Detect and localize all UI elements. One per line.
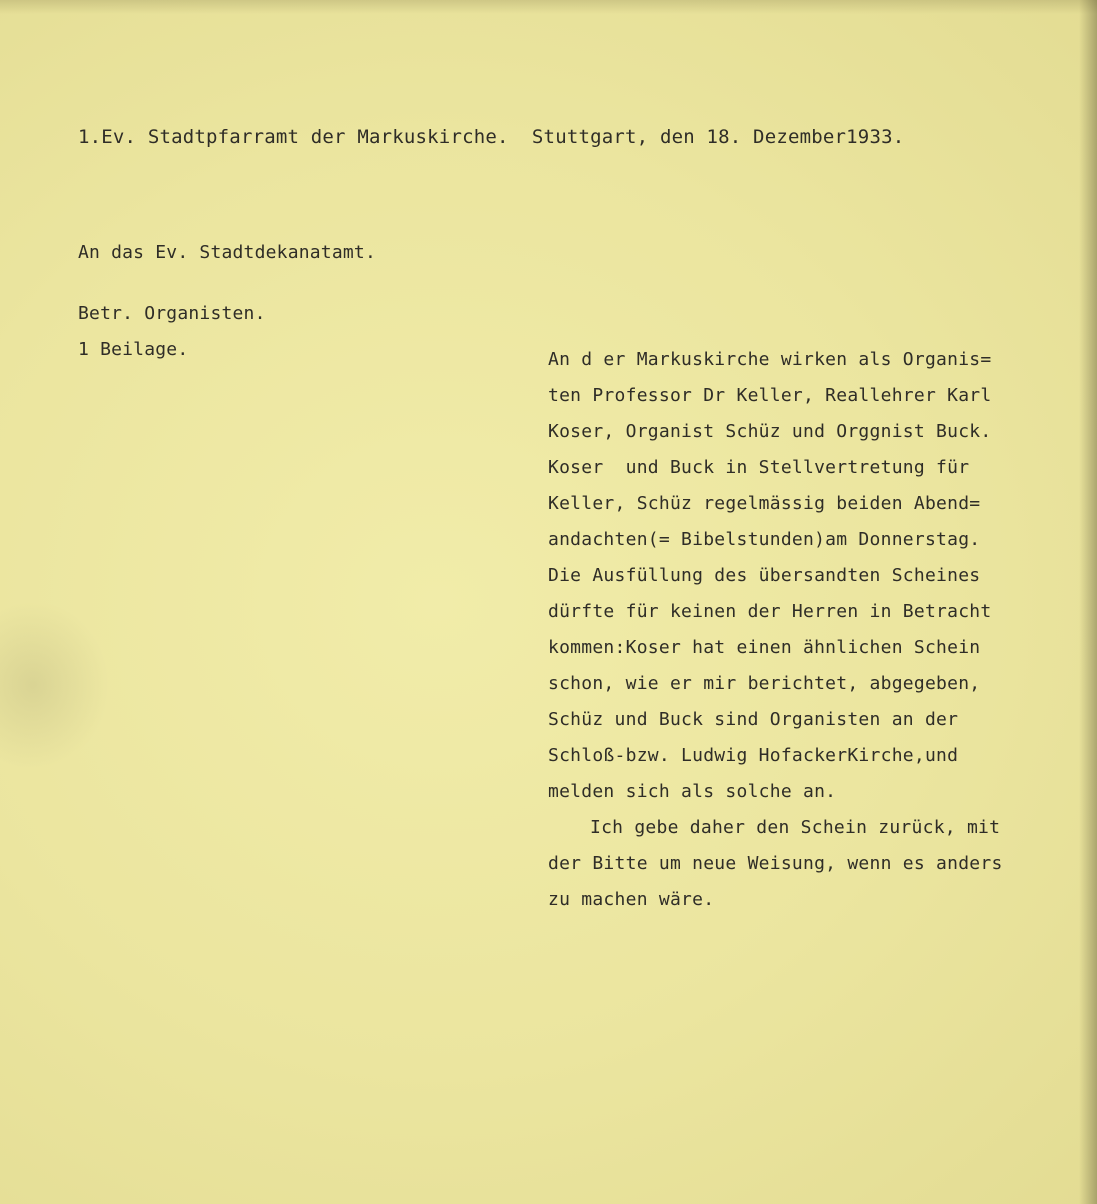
body-line: Schloß-bzw. Ludwig HofackerKirche,und [548,745,959,766]
body-line: der Bitte um neue Weisung, wenn es anders [548,853,1003,874]
body-line: dürfte für keinen der Herren in Betracht [548,601,992,622]
body-line: Koser, Organist Schüz und Orggnist Buck. [548,421,992,442]
body-line: Keller, Schüz regelmässig beiden Abend= [548,493,981,514]
paper-top-shadow [0,0,1097,14]
subject-line: Betr. Organisten. [78,303,266,324]
letter-body [548,342,1093,918]
body-line: kommen:Koser hat einen ähnlichen Schein [548,637,981,658]
body-line: Ich gebe daher den Schein zurück, mit [590,817,1001,838]
body-line: melden sich als solche an. [548,781,837,802]
body-line: An d er Markuskirche wirken als Organis= [548,349,992,370]
body-line: Koser und Buck in Stellvertretung für [548,457,970,478]
body-line: Die Ausfüllung des übersandten Scheines [548,565,981,586]
body-line: Schüz und Buck sind Organisten an der [548,709,959,730]
body-line: ten Professor Dr Keller, Reallehrer Karl [548,385,992,406]
body-line: andachten(= Bibelstunden)am Donnerstag. [548,529,981,550]
letter-header: 1.Ev. Stadtpfarramt der Markuskirche. Stuttgart, den 18. Dezember1933. [78,126,905,148]
enclosure-line: 1 Beilage. [78,339,189,360]
recipient-line: An das Ev. Stadtdekanatamt. [78,242,376,263]
body-line: zu machen wäre. [548,889,715,910]
paper-smudge [0,600,110,770]
body-line: schon, wie er mir berichtet, abgegeben, [548,673,981,694]
